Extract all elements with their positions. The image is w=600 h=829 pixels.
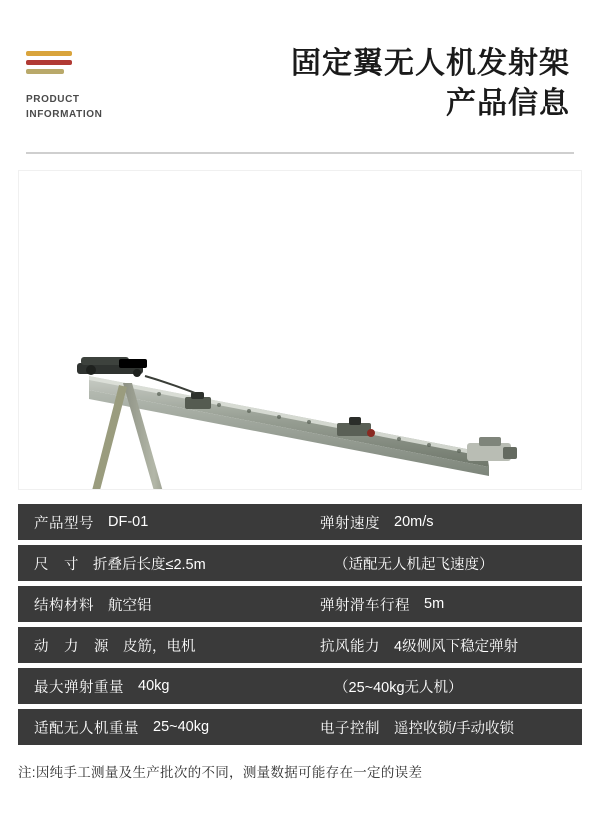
- spec-cell-right: [304, 717, 578, 738]
- spec-label: 弹射滑车行程: [320, 597, 410, 614]
- page-header: [0, 0, 600, 152]
- spec-value: 4级侧风下稳定弹射: [394, 638, 519, 655]
- table-row: [18, 627, 582, 663]
- spec-label: 抗风能力: [320, 638, 380, 655]
- spec-table: [18, 504, 582, 745]
- launcher-rail-illustration: [19, 171, 582, 489]
- brand-bars-icon: [26, 51, 72, 74]
- product-photo: [18, 170, 582, 490]
- spec-cell-right: [304, 635, 578, 656]
- page-title: [176, 44, 574, 125]
- spec-cell-left: [18, 594, 304, 615]
- header-divider: [26, 152, 574, 154]
- spec-label: 产品型号: [34, 515, 94, 532]
- spec-value: 遥控收锁/手动收锁: [394, 720, 515, 737]
- spec-value: 20m/s: [394, 514, 434, 530]
- spec-value: 5m: [424, 596, 445, 612]
- brand-label-line2: INFORMATION: [26, 108, 103, 120]
- spec-cell-right: [304, 676, 578, 697]
- title-main: 固定翼无人机发射架: [291, 46, 570, 80]
- spec-label: 电子控制: [320, 720, 380, 737]
- spec-cell-left: [18, 676, 304, 697]
- spec-cell-left: [18, 512, 304, 533]
- spec-value: （适配无人机起飞速度）: [334, 556, 494, 573]
- spec-cell-right: [304, 553, 578, 574]
- table-row: [18, 586, 582, 622]
- product-photo-inner: [19, 171, 581, 489]
- table-row: [18, 668, 582, 704]
- spec-value: 皮筋，电机: [123, 638, 196, 655]
- brand-label: [26, 92, 176, 122]
- title-sub: 产品信息: [446, 87, 570, 120]
- spec-value: 航空铝: [108, 597, 152, 614]
- measurement-footnote: 注:因纯手工测量及生产批次的不同，测量数据可能存在一定的误差: [18, 765, 423, 780]
- spec-value: DF-01: [108, 514, 149, 530]
- table-row: [18, 545, 582, 581]
- spec-cell-left: [18, 553, 304, 574]
- spec-cell-left: [18, 717, 304, 738]
- brand-label-line1: PRODUCT: [26, 93, 80, 105]
- table-row: [18, 709, 582, 745]
- spec-cell-right: [304, 594, 578, 615]
- spec-value: 25~40kg: [153, 719, 210, 735]
- brand-block: [26, 47, 176, 122]
- spec-label: 弹射速度: [320, 515, 380, 532]
- spec-label: 最大弹射重量: [34, 679, 124, 696]
- spec-label: 适配无人机重量: [34, 720, 139, 737]
- spec-value: 40kg: [138, 678, 170, 694]
- spec-value: （25~40kg无人机）: [334, 679, 463, 696]
- table-row: [18, 504, 582, 540]
- spec-label: 动 力 源: [34, 638, 109, 655]
- spec-cell-right: [304, 512, 578, 533]
- spec-value: 折叠后长度≤2.5m: [93, 556, 206, 573]
- spec-cell-left: [18, 635, 304, 656]
- spec-label: 尺 寸: [34, 556, 79, 573]
- spec-label: 结构材料: [34, 597, 94, 614]
